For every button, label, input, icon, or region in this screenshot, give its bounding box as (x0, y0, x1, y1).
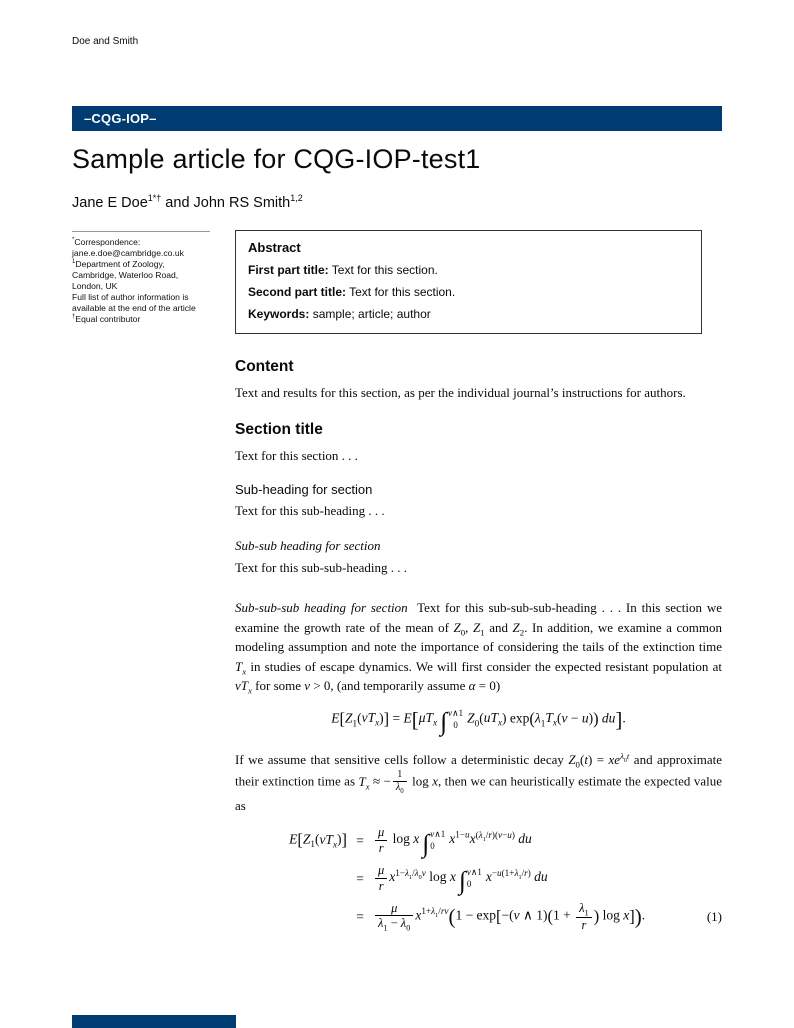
affiliation-line: $^1$Department of Zoology, (72, 259, 165, 269)
equation-rhs: $\frac{\mu}{r}$ log x ∫ v∧1 0 $x^{1-u}x^{(\lambda_1/r)(v-u)}$ du (373, 825, 690, 856)
abstract-heading: Abstract (248, 240, 301, 255)
abstract-keywords (248, 307, 689, 322)
abstract-box (235, 230, 702, 334)
affiliation-line: London, UK (72, 281, 118, 291)
equation-lhs: $E[Z_1(vT_x)]$ (289, 830, 347, 850)
article-body (235, 358, 722, 932)
article-title: Sample article for CQG-IOP-test1 (72, 144, 481, 174)
correspondence-email: jane.e.doe@cambridge.co.uk (72, 248, 184, 258)
paragraph-section: Text for this section . . . (235, 447, 358, 463)
footer-bar (72, 1015, 236, 1028)
abstract-item-text: Text for this section. (346, 285, 456, 299)
correspondence-label: *Correspondence: (72, 237, 141, 247)
heading-subsubsection: Sub-sub heading for section (235, 537, 381, 553)
correspondence-sidebar (72, 231, 210, 325)
heading-subsection: Sub-heading for section (235, 482, 373, 497)
authors-line: Jane E Doe$^{1*\dagger}$ and John RS Smith$^{1,2}$ (72, 193, 303, 211)
equal-contributor-note: †Equal contributor (72, 314, 141, 324)
display-equation: $E[Z_1(vT_x)] = E[\mu T_x$ ∫ v∧1 0 $Z_0(uT_x) \exp(\lambda_1T_x(v - u))$ du]. (331, 706, 626, 737)
abstract-item-label: Second part title: (248, 285, 347, 299)
abstract-item-text: sample; article; author (309, 307, 431, 321)
heading-section-title: Section title (235, 420, 323, 438)
affiliation-line: Cambridge, Waterloo Road, (72, 270, 179, 280)
abstract-item-text: Text for this section. (328, 263, 438, 277)
equation-array (235, 825, 722, 932)
equation-number: (1) (706, 909, 722, 925)
equation-relation: = (356, 908, 364, 924)
paragraph-subsubsubsection (235, 598, 722, 696)
author-info-note: Full list of author information is (72, 292, 189, 302)
equation-rhs: $\frac{\mu}{\lambda_1 - \lambda_0}$ $x^{1+\lambda_1/rv}(1 - \exp[-(v$ ∧ 1)(1 + $\frac{\lambda_1}{r}$ ) log x]). (373, 901, 690, 932)
heading-subsubsubsection: Sub-sub-sub heading for section (235, 600, 408, 615)
author-info-note: available at the end of the article (72, 303, 196, 313)
journal-banner: –CQG-IOP– (72, 106, 722, 131)
paragraph-content: Text and results for this section, as per the individual journal’s instructions for authors. (235, 385, 686, 400)
running-head: Doe and Smith (72, 36, 139, 47)
abstract-first-part (248, 263, 689, 278)
abstract-item-label: Keywords: (248, 307, 310, 321)
paragraph-subsection: Text for this sub-heading . . . (235, 503, 385, 518)
subsubsubsection-text: Text for this sub-sub-sub-heading . . . In this section we examine the growth rate of the mean of $Z_0$, $Z_1$ and $Z_2$. In addition, we examine a common modeling assumption and note the importance of considering the tails of the extinction time $T_x$ in studies of escape dynamics. We will first consider the expected resistant population at $vT_x$ for some v > 0, (and temporarily assume α = 0) (235, 600, 723, 696)
heading-content: Content (235, 358, 294, 375)
abstract-item-label: First part title: (248, 263, 329, 277)
paragraph-subsubsection: Text for this sub-sub-heading . . . (235, 559, 408, 575)
abstract-second-part (248, 285, 689, 300)
equation-relation: = (356, 870, 364, 886)
equation-rhs: $\frac{\mu}{r}$ $x^{1-\lambda_1/\lambda_0v}$ log x ∫ v∧1 0 $x^{-u(1+\lambda_1/r)}$ du (373, 863, 690, 894)
equation-relation: = (356, 833, 364, 849)
paragraph-estimate: If we assume that sensitive cells follow a deterministic decay $Z_0(t) = xe^{\lambda_0t}$ and approximate their extinction time as $T_x$ ≈ − $\frac{1}{\lambda_0}$ log x, then we can heuristically estimate the expected value as (235, 750, 722, 813)
